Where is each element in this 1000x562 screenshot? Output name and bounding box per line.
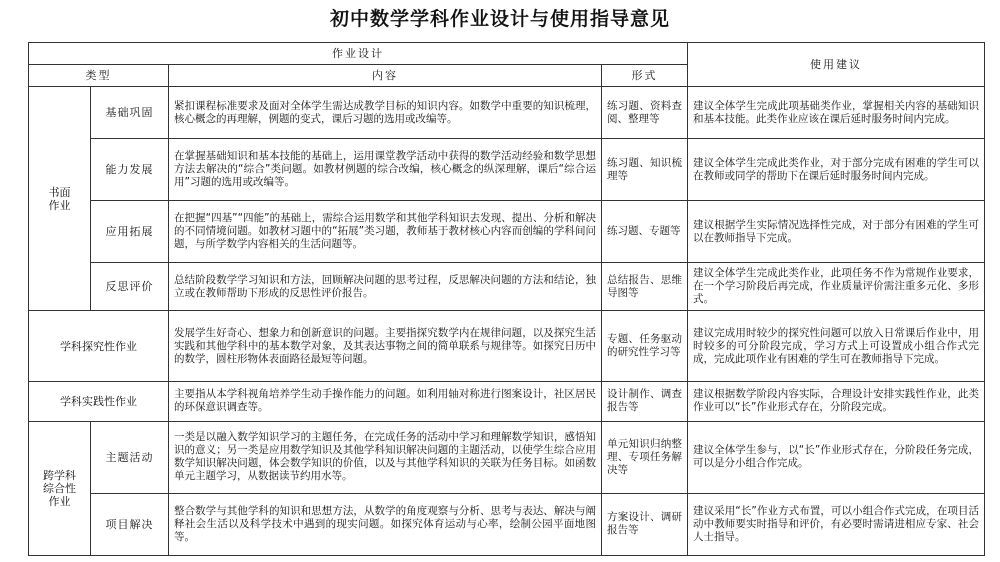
table-row — [29, 139, 985, 201]
page-title: 初中数学学科作业设计与使用指导意见 — [329, 8, 670, 30]
category-explore: 学科探究性作业 — [29, 311, 169, 381]
table-row — [29, 493, 985, 555]
guidance-table — [28, 42, 985, 556]
usage-cell: 建议全体学生参与，以“长”作业形式存在，分阶段任务完成，可以是分小组合作完成。 — [688, 421, 985, 493]
content-cell: 整合数学与其他学科的知识和思想方法，从数学的角度观察与分析、思考与表达、解决与阐释社会生活以及科学技术中遇到的现实问题。如探究体育运动与心率，绘制公园平面地图等。 — [169, 493, 602, 555]
form-cell: 练习题、专题等 — [602, 201, 688, 263]
form-cell: 设计制作、调查报告等 — [602, 381, 688, 421]
form-cell: 练习题、资料查阅、整理等 — [602, 87, 688, 139]
subtype-cell: 能力发展 — [91, 139, 169, 201]
header-content: 内容 — [169, 65, 602, 87]
form-cell: 方案设计、调研报告等 — [602, 493, 688, 555]
form-cell: 练习题、知识梳理等 — [602, 139, 688, 201]
table-row — [29, 263, 985, 311]
table-row — [29, 421, 985, 493]
form-cell: 单元知识归纳整理、专项任务解决等 — [602, 421, 688, 493]
form-cell: 总结报告、思维导图等 — [602, 263, 688, 311]
subtype-cell: 项目解决 — [91, 493, 169, 555]
content-cell: 在把握“四基”“四能”的基础上，需综合运用数学和其他学科知识去发现、提出、分析和解决的不同情境问题。如教材习题中的“拓展”类习题，教师基于教材核心内容而创编的学科间问题，与所学数学内容相关的生活问题等。 — [169, 201, 602, 263]
header-design: 作业设计 — [29, 43, 688, 65]
subtype-cell: 反思评价 — [91, 263, 169, 311]
usage-cell: 建议根据数学阶段内容实际，合理设计安排实践性作业，此类作业可以“长”作业形式存在，分阶段完成。 — [688, 381, 985, 421]
table-row — [29, 87, 985, 139]
content-cell: 一类是以融入数学知识学习的主题任务，在完成任务的活动中学习和理解数学知识，感悟知识的意义；另一类是应用数学知识及其他学科知识解决问题的主题活动，以使学生综合应用数学知识解决问题，体会数学知识的价值，以及与其他学科知识的关联为任务目标。如函数单元主题学习，从数据读节约用水等。 — [169, 421, 602, 493]
usage-cell: 建议根据学生实际情况选择性完成，对于部分有困难的学生可以在教师指导下完成。 — [688, 201, 985, 263]
header-usage: 使用建议 — [688, 43, 985, 87]
usage-cell: 建议完成用时较少的探究性问题可以放入日常课后作业中，用时较多的可分阶段完成，学习方式上可设置成小组合作式完成，完成此项作业有困难的学生可在教师指导下完成。 — [688, 311, 985, 381]
content-cell: 紧扣课程标准要求及面对全体学生需达成教学目标的知识内容。如数学中重要的知识梳理，核心概念的再理解，例题的变式，课后习题的选用或改编等。 — [169, 87, 602, 139]
header-type: 类型 — [29, 65, 169, 87]
category-cross: 跨学科 综合性 作业 — [29, 421, 91, 555]
table-row — [29, 201, 985, 263]
subtype-cell: 应用拓展 — [91, 201, 169, 263]
content-cell: 主要指从本学科视角培养学生动手操作能力的问题。如利用轴对称进行图案设计，社区居民的环保意识调查等。 — [169, 381, 602, 421]
content-cell: 在掌握基础知识和基本技能的基础上，运用课堂教学活动中获得的数学活动经验和数学思想方法去解决的“综合”类问题。如教材例题的综合改编，核心概念的纵深理解，课后“综合运用”习题的选用或改编等。 — [169, 139, 602, 201]
form-cell: 专题、任务驱动的研究性学习等 — [602, 311, 688, 381]
content-cell: 发展学生好奇心、想象力和创新意识的问题。主要指探究数学内在规律问题，以及探究生活实践和其他学科中的基本数学对象，及其表达事物之间的简单联系与规律等。如探究日历中的数学，圆柱形物体表面路径最短等问题。 — [169, 311, 602, 381]
category-practice: 学科实践性作业 — [29, 381, 169, 421]
table-row — [29, 381, 985, 421]
category-written: 书面 作业 — [29, 87, 91, 311]
header-form: 形式 — [602, 65, 688, 87]
usage-cell: 建议全体学生完成此类作业，对于部分完成有困难的学生可以在教师或同学的帮助下在课后延时服务时间内完成。 — [688, 139, 985, 201]
usage-cell: 建议全体学生完成此类作业，此项任务不作为常规作业要求，在一个学习阶段后再完成，作业质量评价需注重多元化、多形式。 — [688, 263, 985, 311]
content-cell: 总结阶段数学学习知识和方法，回顾解决问题的思考过程，反思解决问题的方法和结论，独立或在教师帮助下形成的反思性评价报告。 — [169, 263, 602, 311]
usage-cell: 建议全体学生完成此项基础类作业，掌握相关内容的基础知识和基本技能。此类作业应该在课后延时服务时间内完成。 — [688, 87, 985, 139]
subtype-cell: 基础巩固 — [91, 87, 169, 139]
subtype-cell: 主题活动 — [91, 421, 169, 493]
table-row — [29, 311, 985, 381]
usage-cell: 建议采用“长”作业方式布置，可以小组合作式完成，在项目活动中教师要实时指导和评价，有必要时需请进相应专家、社会人士指导。 — [688, 493, 985, 555]
